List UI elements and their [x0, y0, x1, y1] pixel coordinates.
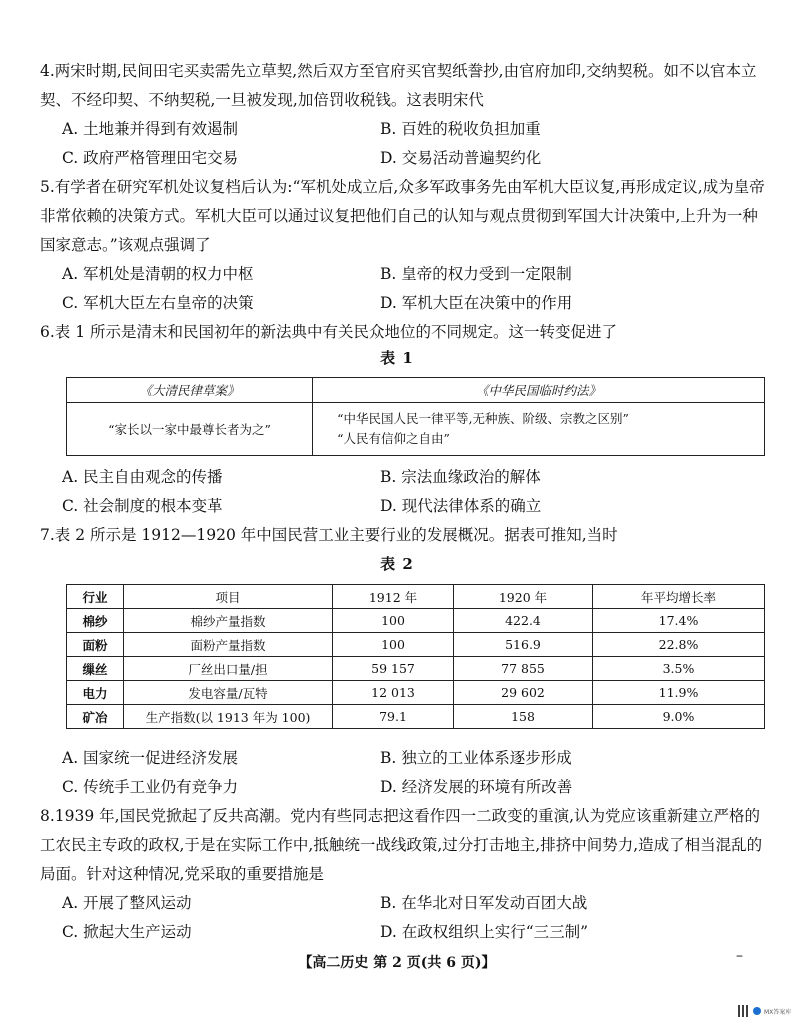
option-d[interactable]: D. 经济发展的环境有所改善	[380, 778, 573, 796]
table-1-cell-right	[313, 403, 765, 456]
table-1-header-right: 《中华民国临时约法》	[313, 378, 765, 403]
option-b[interactable]: B. 独立的工业体系逐步形成	[380, 749, 572, 767]
option-b[interactable]: B. 百姓的税收负担加重	[380, 120, 541, 138]
table-row	[67, 657, 765, 681]
table-2-header: 1912 年	[333, 585, 454, 609]
table-1-caption: 表 1	[380, 349, 414, 367]
page-footer: 【高二历史 第 2 页(共 6 页)】	[298, 955, 496, 971]
question-6-options-wrap	[40, 463, 770, 521]
table-cell: 516.9	[454, 633, 593, 657]
option-c[interactable]: C. 军机大臣左右皇帝的决策	[62, 294, 254, 312]
table-cell: 17.4%	[593, 609, 765, 633]
question-5	[40, 173, 770, 318]
table-2-header: 行业	[67, 585, 124, 609]
question-8-options	[40, 889, 770, 947]
table-2-header-row	[67, 585, 765, 609]
table-1-right-line-1: “中华民国人民一律平等,无种族、阶级、宗教之区别”	[337, 411, 629, 426]
watermark	[738, 1005, 791, 1017]
table-cell: 158	[454, 705, 593, 729]
question-8	[40, 802, 770, 947]
question-7-stem: 7.表 2 所示是 1912—1920 年中国民营工业主要行业的发展概况。据表可推知,当时	[40, 526, 618, 544]
question-7	[40, 521, 770, 550]
table-2	[66, 584, 765, 729]
table-1-right-line-2: “人民有信仰之自由”	[337, 431, 450, 446]
option-b[interactable]: B. 在华北对日军发动百团大战	[380, 894, 588, 912]
question-7-options	[40, 744, 770, 802]
table-2-header: 年平均增长率	[593, 585, 765, 609]
table-2-header: 1920 年	[454, 585, 593, 609]
table-cell: 59 157	[333, 657, 454, 681]
question-5-options	[40, 260, 770, 318]
table-1-cell-left: “家长以一家中最尊长者为之”	[67, 403, 313, 456]
table-2-caption: 表 2	[380, 555, 414, 573]
table-cell: 面粉产量指数	[124, 633, 333, 657]
table-cell: 12 013	[333, 681, 454, 705]
brand-logo-icon	[753, 1007, 761, 1015]
table-cell: 79.1	[333, 705, 454, 729]
table-cell: 电力	[67, 681, 124, 705]
table-cell: 厂丝出口量/担	[124, 657, 333, 681]
table-row	[67, 681, 765, 705]
option-a[interactable]: A. 土地兼并得到有效遏制	[62, 120, 239, 138]
table-cell: 棉纱	[67, 609, 124, 633]
table-cell: 棉纱产量指数	[124, 609, 333, 633]
table-row	[67, 705, 765, 729]
footer-dash: –	[736, 948, 743, 964]
table-cell: 22.8%	[593, 633, 765, 657]
question-4-options	[40, 115, 770, 173]
option-c[interactable]: C. 政府严格管理田宅交易	[62, 149, 239, 167]
table-cell: 发电容量/瓦特	[124, 681, 333, 705]
question-5-stem: 5.有学者在研究军机处议复档后认为:“军机处成立后,众多军政事务先由军机大臣议复,再形成定议,成为皇帝非常依赖的决策方式。军机大臣可以通过议复把他们自己的认知与观点贯彻到军国大计决策中,上升为一种国家意志。”该观点强调了	[40, 178, 765, 254]
option-a[interactable]: A. 军机处是清朝的权力中枢	[62, 265, 254, 283]
option-d[interactable]: D. 在政权组织上实行“三三制”	[380, 923, 589, 941]
watermark-text: MX答案库	[764, 1008, 792, 1016]
question-6-options	[40, 463, 770, 521]
table-row	[67, 609, 765, 633]
table-cell: 3.5%	[593, 657, 765, 681]
table-2-header: 项目	[124, 585, 333, 609]
question-6-stem: 6.表 1 所示是清末和民国初年的新法典中有关民众地位的不同规定。这一转变促进了	[40, 323, 618, 341]
table-cell: 9.0%	[593, 705, 765, 729]
table-cell: 77 855	[454, 657, 593, 681]
table-cell: 11.9%	[593, 681, 765, 705]
option-d[interactable]: D. 军机大臣在决策中的作用	[380, 294, 573, 312]
question-7-options-wrap	[40, 744, 770, 802]
option-c[interactable]: C. 社会制度的根本变革	[62, 497, 223, 515]
option-a[interactable]: A. 开展了整风运动	[62, 894, 192, 912]
table-cell: 100	[333, 633, 454, 657]
table-row	[67, 633, 765, 657]
table-1	[66, 377, 765, 456]
option-d[interactable]: D. 现代法律体系的确立	[380, 497, 542, 515]
question-4-stem: 4.两宋时期,民间田宅买卖需先立草契,然后双方至官府买官契纸誊抄,由官府加印,交纳契税。如不以官本立契、不经印契、不纳契税,一旦被发现,加倍罚收税钱。这表明宋代	[40, 62, 757, 109]
option-a[interactable]: A. 民主自由观念的传播	[62, 468, 223, 486]
table-1-header-left: 《大清民律草案》	[67, 378, 313, 403]
option-b[interactable]: B. 皇帝的权力受到一定限制	[380, 265, 572, 283]
table-cell: 422.4	[454, 609, 593, 633]
qr-code-icon	[738, 1005, 750, 1017]
table-cell: 矿冶	[67, 705, 124, 729]
question-6	[40, 318, 770, 347]
option-c[interactable]: C. 掀起大生产运动	[62, 923, 192, 941]
question-8-stem: 8.1939 年,国民党掀起了反共高潮。党内有些同志把这看作四一二政变的重演,认为党应该重新建立严格的工农民主专政的政权,于是在实际工作中,抵触统一战线政策,过分打击地主,排挤中间势力,造成了相当混乱的局面。针对这种情况,党采取的重要措施是	[40, 807, 763, 883]
table-cell: 面粉	[67, 633, 124, 657]
table-cell: 生产指数(以 1913 年为 100)	[124, 705, 333, 729]
question-4	[40, 57, 770, 173]
table-cell: 29 602	[454, 681, 593, 705]
option-b[interactable]: B. 宗法血缘政治的解体	[380, 468, 541, 486]
option-c[interactable]: C. 传统手工业仍有竞争力	[62, 778, 239, 796]
table-cell: 缫丝	[67, 657, 124, 681]
option-a[interactable]: A. 国家统一促进经济发展	[62, 749, 239, 767]
table-cell: 100	[333, 609, 454, 633]
option-d[interactable]: D. 交易活动普遍契约化	[380, 149, 542, 167]
